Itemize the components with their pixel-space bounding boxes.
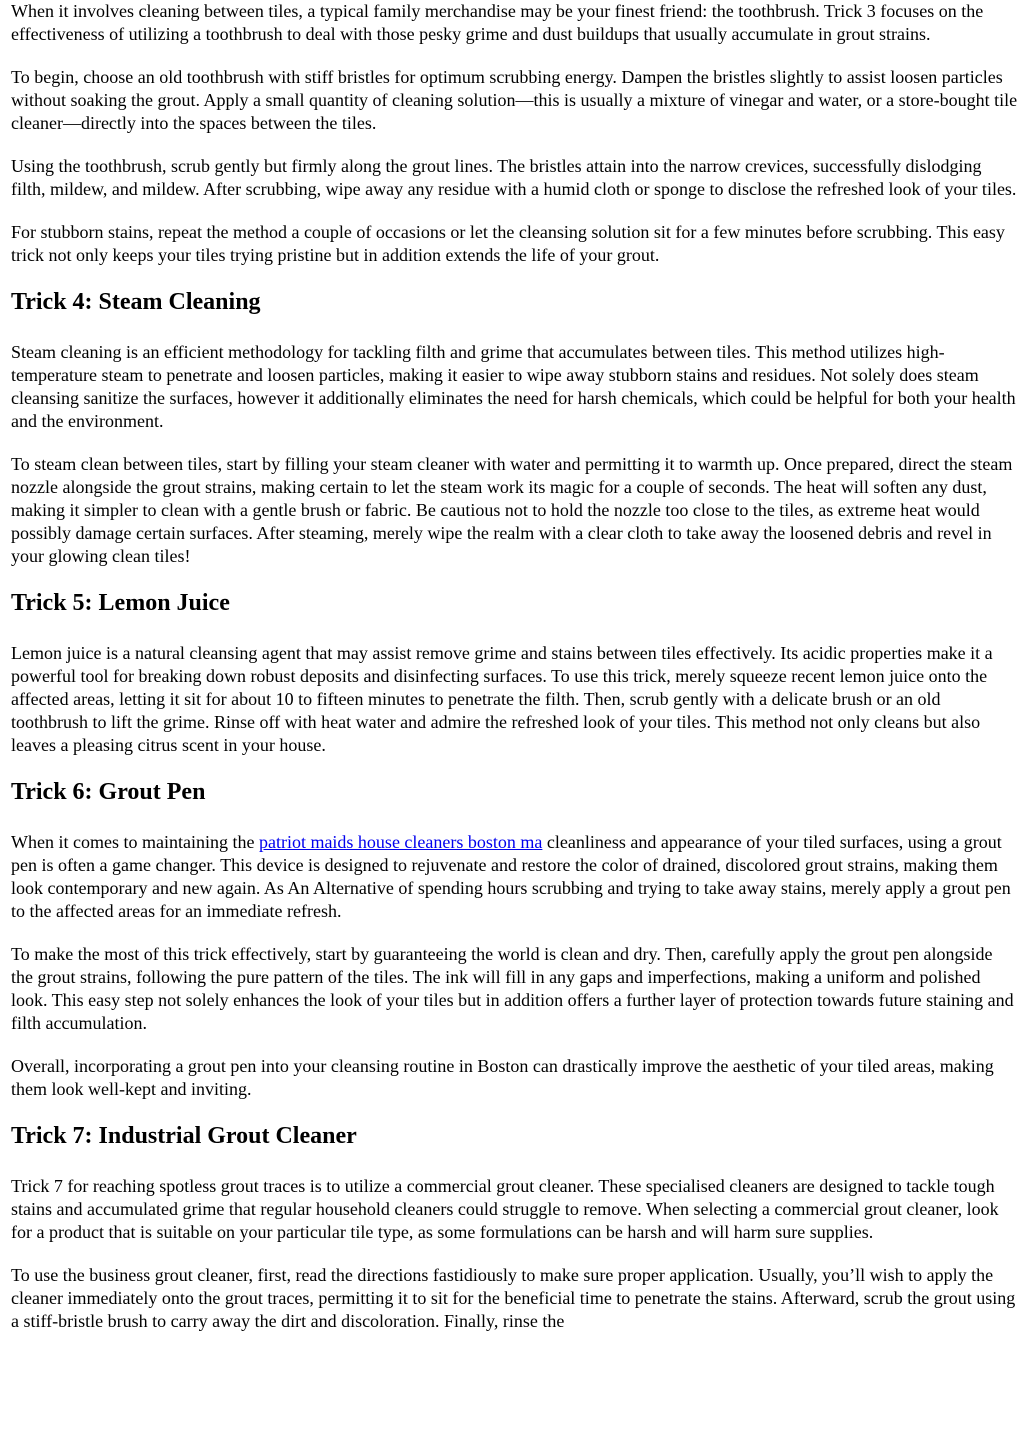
paragraph: To steam clean between tiles, start by filling your steam cleaner with water and permitting it to warmth up. Once prepared, direct the steam nozzle alongside the grout strains, making certain to let the steam work its magic for a couple of seconds. The heat will soften any dust, making it simpler to clean with a gentle brush or fabric. Be cautious not to hold the nozzle too close to the tiles, as extreme heat would possibly damage certain surfaces. After steaming, merely wipe the realm with a clear cloth to take away the loosened debris and revel in your glowing clean tiles!: [11, 454, 1013, 566]
text-run: When it comes to maintaining the: [11, 832, 259, 852]
paragraph: Overall, incorporating a grout pen into your cleansing routine in Boston can drastically improve the aesthetic of your tiled areas, making them look well-kept and inviting.: [11, 1056, 994, 1099]
section-heading-trick-7: Trick 7: Industrial Grout Cleaner: [11, 1123, 357, 1149]
paragraph: Steam cleaning is an efficient methodology for tackling filth and grime that accumulates between tiles. This method utilizes high-temperature steam to penetrate and loosen particles, making it easier to wipe away stubborn stains and residues. Not solely does steam cleansing sanitize the surfaces, however it additionally eliminates the need for harsh chemicals, which could be helpful for both your health and the environment.: [11, 342, 1016, 431]
section-heading-trick-5: Trick 5: Lemon Juice: [11, 590, 230, 616]
paragraph: To begin, choose an old toothbrush with stiff bristles for optimum scrubbing energy. Dampen the bristles slightly to assist loosen particles without soaking the grout. Apply a small quantity of cleaning solution—this is usually a mixture of vinegar and water, or a store-bought tile cleaner—directly into the spaces between the tiles.: [11, 67, 1018, 133]
paragraph: Using the toothbrush, scrub gently but firmly along the grout lines. The bristles attain into the narrow crevices, successfully dislodging filth, mildew, and mildew. After scrubbing, wipe away any residue with a humid cloth or sponge to disclose the refreshed look of your tiles.: [11, 156, 1017, 199]
paragraph: To use the business grout cleaner, first, read the directions fastidiously to make sure proper application. Usually, you’ll wish to apply the cleaner immediately onto the grout traces, permitting it to sit for the beneficial time to penetrate the stains. Afterward, scrub the grout using a stiff-bristle brush to carry away the dirt and discoloration. Finally, rinse the: [11, 1265, 1016, 1331]
paragraph: When it involves cleaning between tiles, a typical family merchandise may be your finest friend: the toothbrush. Trick 3 focuses on the effectiveness of utilizing a toothbrush to deal with those pesky grime and dust buildups that usually accumulate in grout strains.: [11, 1, 984, 44]
paragraph-with-link: [11, 831, 1018, 923]
paragraph: Lemon juice is a natural cleansing agent that may assist remove grime and stains between tiles effectively. Its acidic properties make it a powerful tool for breaking down robust deposits and disinfecting surfaces. To use this trick, merely squeeze recent lemon juice onto the affected areas, letting it sit for about 10 to fifteen minutes to penetrate the filth. Then, scrub gently with a delicate brush or an old toothbrush to lift the grime. Rinse off with heat water and admire the refreshed look of your tiles. This method not only cleans but also leaves a pleasing citrus scent in your house.: [11, 643, 993, 755]
paragraph: To make the most of this trick effectively, start by guaranteeing the world is clean and dry. Then, carefully apply the grout pen alongside the grout strains, following the pure pattern of the tiles. The ink will fill in any gaps and imperfections, making a uniform and polished look. This easy step not solely enhances the look of your tiles but in addition offers a further layer of protection towards future staining and filth accumulation.: [11, 944, 1014, 1033]
section-heading-trick-4: Trick 4: Steam Cleaning: [11, 289, 261, 315]
section-heading-trick-6: Trick 6: Grout Pen: [11, 779, 206, 805]
paragraph: Trick 7 for reaching spotless grout traces is to utilize a commercial grout cleaner. These specialised cleaners are designed to tackle tough stains and accumulated grime that regular household cleaners could struggle to remove. When selecting a commercial grout cleaner, look for a product that is suitable on your particular tile type, as some formulations can be harsh and will harm sure supplies.: [11, 1176, 999, 1242]
patriot-maids-link[interactable]: patriot maids house cleaners boston ma: [258, 832, 543, 852]
paragraph: For stubborn stains, repeat the method a couple of occasions or let the cleansing solution sit for a few minutes before scrubbing. This easy trick not only keeps your tiles trying pristine but in addition extends the life of your grout.: [11, 222, 1005, 265]
text-run: cleanliness and appearance of your tiled surfaces, using a grout pen is often a game changer. This device is designed to rejuvenate and restore the color of drained, discolored grout strains, making them look contemporary and new again. As An Alternative of spending hours scrubbing and trying to take away stains, merely apply a grout pen to the affected areas for an immediate refresh.: [11, 832, 1011, 921]
